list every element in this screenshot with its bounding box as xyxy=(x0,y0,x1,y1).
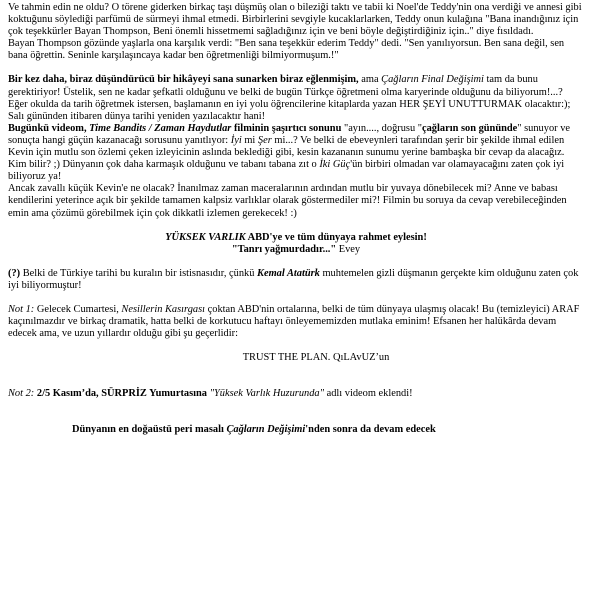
text: ama xyxy=(358,74,382,86)
story-text-2: Bayan Thompson gözünde yaşlarla ona karşılık verdi: "Ben sana teşekkür ederim Teddy" dedi. "Sen yanılıyorsun. Ben sana değil, sen bana öğrettin. Seninle karşılaşıncaya kadar ben öğretmenliği bilmiyormuşum.!" xyxy=(8,38,565,62)
italic-title-final: Çağların Final Değişimi xyxy=(381,74,484,86)
closing-title: Çağların Değişimi xyxy=(226,424,306,436)
ataturk-name: Kemal Atatürk xyxy=(257,267,320,279)
blessing-line xyxy=(8,232,584,244)
text: muhtemelen gizli düşmanın gerçekte kim olduğunu zaten çok iyi biliyormuştur! xyxy=(8,267,579,291)
text: " sunuyor ve sonuçta hangi güçün kazanacağı sorusunu yanıtlıyor: xyxy=(8,122,571,146)
text: Belki de Türkiye tarihi bu kuralın bir istisnasıdır, çünkü xyxy=(20,267,258,279)
film-title: Time Bandits / Zaman Haydutlar xyxy=(89,122,232,134)
surprise-egg: 2/5 Kasım’da, SÜRPRİZ Yumurtasına xyxy=(34,388,208,400)
bold-film: filminin şaşırtıcı sonunu xyxy=(231,122,342,134)
text: "ayın...., doğrusu " xyxy=(341,122,422,134)
text: 'ün birbiri olmadan var olamayacağını zaten çok iyi biliyoruz ya! xyxy=(8,159,565,183)
text: mi xyxy=(241,134,258,146)
note-1-label: Not 1: xyxy=(8,303,35,315)
paragraph-story-end xyxy=(8,2,584,62)
hurricane-title: Nesillerin Kasırgası xyxy=(121,303,206,315)
video-title: "Yüksek Varlık Huzurunda" xyxy=(209,388,324,400)
quote-text: "Tanrı yağmurdadır..." xyxy=(231,243,337,255)
note-2 xyxy=(8,388,584,400)
italic-evil: Şer xyxy=(257,134,272,146)
quote-line xyxy=(8,244,584,256)
italic-good: İyi xyxy=(230,134,242,146)
quote-author: Evey xyxy=(336,243,361,255)
story-text-1: Ve tahmin edin ne oldu? O törene giderken birkaç taşı düşmüş olan o bileziği taktı ve tabii ki Noel'de Teddy'nin ona verdiği ve annesi gibi koktuğunu söylediği parfümü de sürmeyi ihmal etmedi. Birbirlerini sevgiyle kucaklarlarken, Teddy onun kulağına "Bana inandığınız için çok teşekkürler Bayan Thompson, Beni önemli hissetmemi sağladığınız için ve beni böyle değiştirdiğiniz için.." diye fısıldadı. xyxy=(8,2,582,38)
bold-intro: Bir kez daha, biraz düşündürücü bir hikâyeyi sana sunarken biraz eğlenmişim, xyxy=(8,74,359,86)
closing-text: Dünyanın en doğaüstü peri masalı xyxy=(72,424,227,436)
text: adlı videom eklendi! xyxy=(323,388,413,400)
text: tam da bunu gerektiriyor! Üstelik, sen ne kadar şefkatli olduğunu ve belki de bugün Türkçe öğretmeni olma karyerinde olduğunu da biliyorum!...? Eğer okulda da tarih öğretmek istersen, başlamanın en iyi yolu öğrencilerine kitaplarda yazan HER ŞEYİ UNUTTURMAK olacaktır:); Salı gününden itibaren dünya tarihi yeniden yazılacaktır hani! xyxy=(8,74,571,122)
italic-two-powers: İki Güç xyxy=(319,159,351,171)
question-mark: (?) xyxy=(8,267,21,279)
text: Gelecek Cumartesi, xyxy=(34,303,122,315)
blessing-text: ABD'ye ve tüm dünyaya rahmet eylesin! xyxy=(245,231,427,243)
closing-text-end: 'nden sonra da devam edecek xyxy=(305,424,436,436)
paragraph-turkey xyxy=(8,268,584,292)
note-2-label: Not 2: xyxy=(8,388,35,400)
paragraph-intro xyxy=(8,74,584,219)
closing-line xyxy=(8,424,584,436)
supreme-being: YÜKSEK VARLIK xyxy=(165,231,246,243)
bold-video: Bugünkü videom, xyxy=(8,122,90,134)
bold-last-day: çağların son gününde xyxy=(422,122,518,134)
text: çoktan ABD'nin ortalarına, belki de tüm dünyaya ulaşmış olacak! Bu (temizleyici) ARAF kaçınılmazdır ve birkaç dramatik, hatta belki de korkutucu haftayı önleyememizden mutlaka eminim! Efsanen her halükârda devam edecek ama, ve uzun yıllardır olduğu gibi şu geçerlidir: xyxy=(8,303,580,340)
kevin-text: Ancak zavallı küçük Kevin'e ne olacak? İnanılmaz zaman maceralarının ardından mutlu bir yuvaya dönebilecek mi? Anne ve babası kendilerini yeterince açık bir şekilde tamamen kalpsiz varlıklar olarak göstermediler mi?! Filmin bu soruya da cevap verebileceğinden emin ama çözümü görebilmek için çok dikkatli izlemen gerekecek! :) xyxy=(8,183,567,219)
text: mi...? Ve belki de ebeveynleri tarafından şerir bir şekilde ihmal edilen Kevin için mutlu son özlemi çeken izleyicinin aslında beklediği gibi, kesin kazananın sunumu yerine bambaşka bir cevap da alacağız. Kim bilir? ;) Dünyanın çok daha karmaşık olduğunu ve tabanı tabana zıt o xyxy=(8,134,565,171)
note-1 xyxy=(8,304,584,340)
signature: TRUST THE PLAN. QıLAvUZ’un xyxy=(242,352,390,364)
